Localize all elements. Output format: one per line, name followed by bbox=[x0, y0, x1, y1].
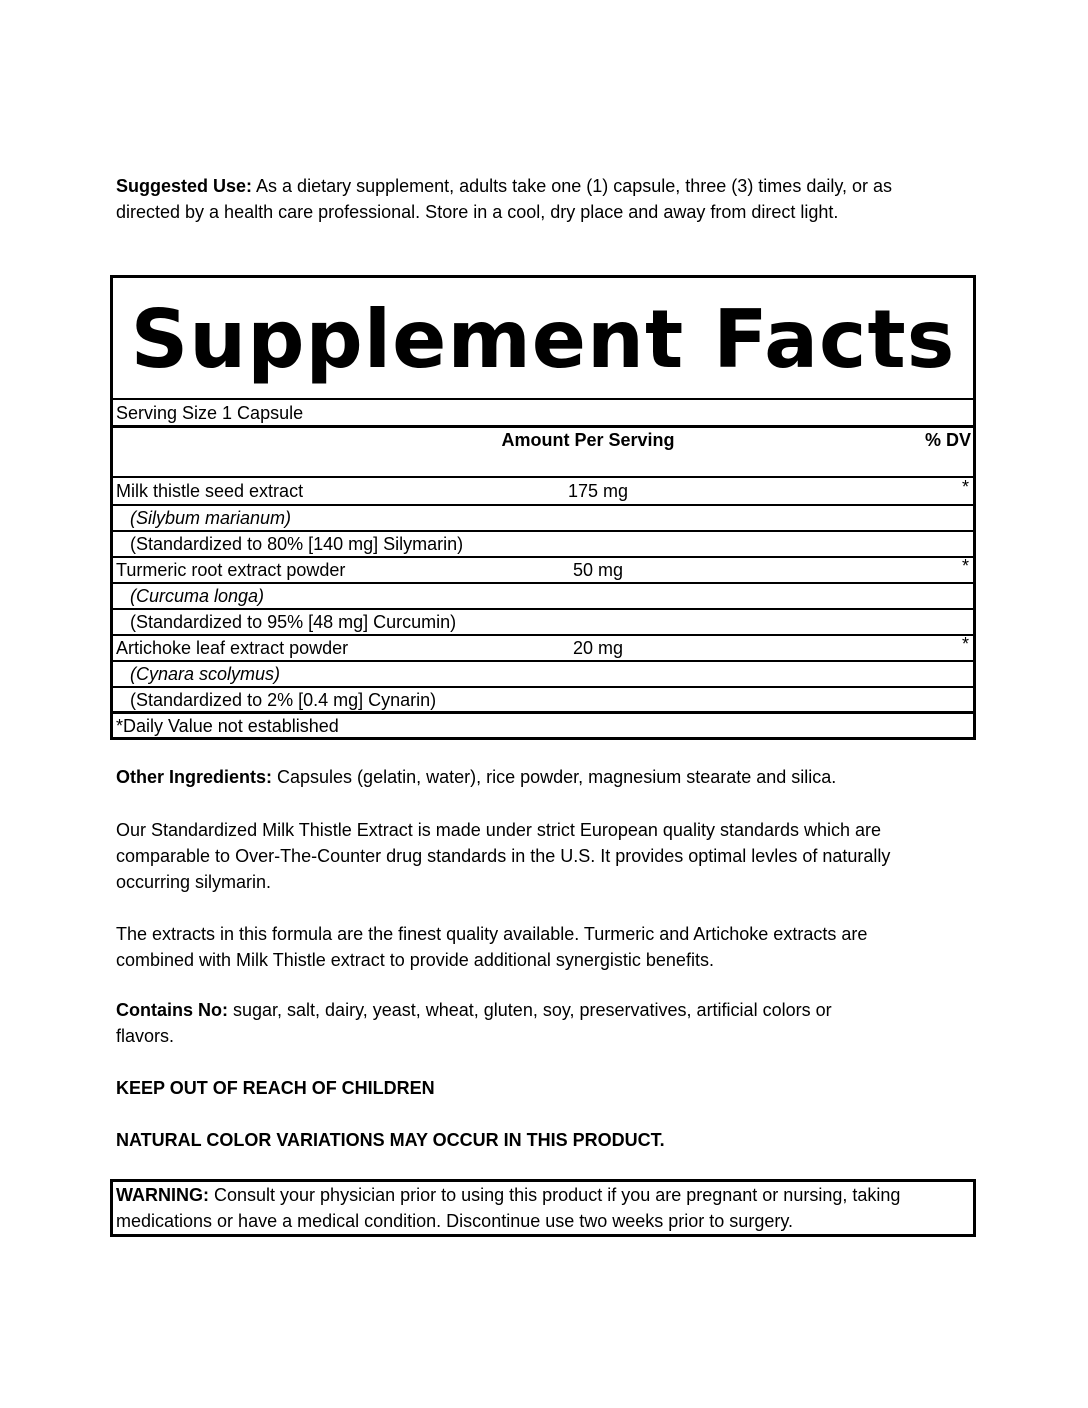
ingredient-dv: * bbox=[961, 634, 969, 654]
other-ingredients-label: Other Ingredients: bbox=[116, 767, 273, 787]
supplement-facts-title: Supplement Facts bbox=[130, 293, 956, 386]
natural-color-notice: NATURAL COLOR VARIATIONS MAY OCCUR IN THIS PRODUCT. bbox=[116, 1130, 665, 1150]
ingredient-amount: 20 mg bbox=[572, 638, 624, 658]
suggested-use-text: As a dietary supplement, adults take one (1) capsule, three (3) times daily, or as directed by a health care professional. Store in a cool, dry place and away from direct light. bbox=[116, 176, 893, 222]
keep-out-of-reach-notice: KEEP OUT OF REACH OF CHILDREN bbox=[116, 1078, 435, 1098]
serving-size-text: Serving Size 1 Capsule bbox=[116, 403, 304, 423]
table-row bbox=[113, 661, 973, 687]
daily-value-footnote: *Daily Value not established bbox=[116, 716, 339, 736]
table-row bbox=[113, 635, 973, 661]
ingredient-name: Artichoke leaf extract powder bbox=[116, 638, 349, 658]
table-row bbox=[113, 505, 973, 531]
suggested-use-label: Suggested Use: bbox=[116, 176, 253, 196]
ingredient-standardization: (Standardized to 80% [140 mg] Silymarin) bbox=[130, 534, 464, 554]
warning-paragraph bbox=[116, 1182, 971, 1234]
ingredient-standardization: (Standardized to 95% [48 mg] Curcumin) bbox=[130, 612, 457, 632]
supplement-facts-panel bbox=[110, 275, 976, 740]
contains-no-paragraph bbox=[116, 997, 886, 1049]
contains-no-label: Contains No: bbox=[116, 1000, 228, 1020]
table-row bbox=[113, 557, 973, 583]
milk-thistle-description: Our Standardized Milk Thistle Extract is made under strict European quality standards which are comparable to Over-The-Counter drug standards in the U.S. It provides optimal levles of naturally occurring silymarin. bbox=[116, 820, 891, 892]
ingredient-amount: 175 mg bbox=[567, 481, 629, 501]
amount-per-serving-header: Amount Per Serving bbox=[501, 430, 675, 450]
serving-size bbox=[113, 400, 973, 426]
other-ingredients-text: Capsules (gelatin, water), rice powder, magnesium stearate and silica. bbox=[272, 767, 837, 787]
warning-text: Consult your physician prior to using this product if you are pregnant or nursing, taking medications or have a medical condition. Discontinue use two weeks prior to surgery. bbox=[116, 1185, 901, 1231]
table-row bbox=[113, 609, 973, 635]
table-row bbox=[113, 583, 973, 609]
extracts-description: The extracts in this formula are the finest quality available. Turmeric and Artichoke extracts are combined with Milk Thistle extract to provide additional synergistic benefits. bbox=[116, 924, 868, 970]
daily-value-header: % DV bbox=[924, 430, 971, 450]
warning-box bbox=[110, 1179, 976, 1237]
ingredient-standardization: (Standardized to 2% [0.4 mg] Cynarin) bbox=[130, 690, 437, 710]
ingredient-name: Turmeric root extract powder bbox=[116, 560, 346, 580]
table-row bbox=[113, 478, 973, 504]
table-row bbox=[113, 687, 973, 713]
warning-label: WARNING: bbox=[116, 1185, 209, 1205]
ingredient-amount: 50 mg bbox=[572, 560, 624, 580]
contains-no-text: sugar, salt, dairy, yeast, wheat, gluten, soy, preservatives, artificial colors or flavors. bbox=[116, 1000, 832, 1046]
ingredient-botanical-name: (Curcuma longa) bbox=[130, 586, 265, 606]
other-ingredients-paragraph bbox=[116, 764, 936, 790]
ingredient-botanical-name: (Cynara scolymus) bbox=[130, 664, 281, 684]
suggested-use-paragraph bbox=[116, 173, 936, 225]
ingredient-dv: * bbox=[961, 477, 969, 497]
table-header bbox=[113, 427, 973, 477]
ingredient-botanical-name: (Silybum marianum) bbox=[130, 508, 292, 528]
table-row bbox=[113, 531, 973, 557]
ingredient-dv: * bbox=[961, 556, 969, 576]
footnote-row bbox=[113, 713, 973, 739]
ingredient-name: Milk thistle seed extract bbox=[116, 481, 304, 501]
